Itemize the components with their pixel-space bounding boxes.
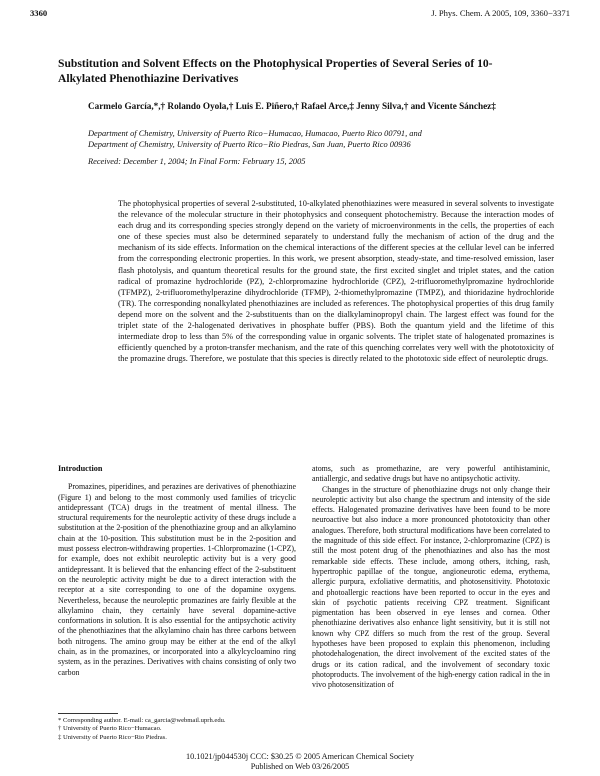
affiliation-rio-piedras: Department of Chemistry, University of Puerto Rico−Rio Piedras, San Juan, Puerto Rico 00936 (88, 140, 411, 149)
footnote-rio-piedras: ‡ University of Puerto Rico−Rio Piedras. (58, 733, 167, 741)
section-heading-introduction: Introduction (58, 464, 103, 473)
doi-copyright-line: 10.1021/jp044530j CCC: $30.25 © 2005 American Chemical Society (186, 752, 414, 761)
affiliations (88, 128, 528, 150)
page-number: 3360 (30, 8, 48, 18)
article-title: Substitution and Solvent Effects on the Photophysical Properties of Several Series of 10-Alkylated Phenothiazine Derivatives (58, 57, 493, 85)
received-dates: Received: December 1, 2004; In Final Form: February 15, 2005 (88, 157, 306, 166)
abstract: The photophysical properties of several 2-substituted, 10-alkylated phenothiazines were measured in several solvents to investigate the relevance of the molecular structure in their photophysics and consequent photochemistry. Because the interaction modes of each drug and its corresponding species strongly depend on the variety of microenvironments in the cells, the properties of each one of these species must also be determined separately to understand fully the mechanism of action of the drug and the mechanism of its side effects. Information on the chemical interactions of the different species at the cellular level can be inferred from the corresponding electronic properties. In this work, we present absorption, steady-state, and time-resolved emission, laser flash photolysis, and quantum theoretical results for the ground state, the first excited singlet and triplet states, and the cation radical of promazine hydrochloride (PZ), 2-chlorpromazine hydrochloride (CPZ), 2-trifluoromethylpromazine hydrochloride (TFMPZ), 2-trifluoromethylperazine dihydrochloride (TFMP), 2-thiomethylpromazine (TMPZ), and thioridazine hydrochloride (TR). The corresponding nonalkylated phenothiazines are included as references. The photophysical properties of this drug family depend more on the solvent and the 2-substituents than on the dialkylaminopropyl chain. The largest effect was found for the triplet state of the 2-halogenated derivatives in phosphate buffer (PBS). Both the quantum yield and the lifetime of this intermediate drop to less than 5% of the corresponding value in organic solvents. The triplet state of halogenated promazines is efficiently quenched by a proton-transfer mechanism, and the rate of this quenching correlates very well with the phototoxicity of the promazine drugs. Therefore, we postulate that this species is directly related to the phototoxic side effect of neuroleptic drugs. (118, 199, 554, 364)
footnote-divider (58, 713, 118, 714)
author-list: Carmelo García,*,† Rolando Oyola,† Luis E. Piñero,† Rafael Arce,‡ Jenny Silva,† and Vicente Sánchez‡ (88, 101, 496, 111)
publication-date: Published on Web 03/26/2005 (250, 762, 350, 771)
footnotes (58, 717, 298, 742)
affiliation-humacao: Department of Chemistry, University of Puerto Rico−Humacao, Humacao, Puerto Rico 00791, and (88, 129, 422, 138)
intro-paragraph-1: Promazines, piperidines, and perazines are derivatives of phenothiazine (Figure 1) and belong to the most commonly used families of tricyclic antidepressant (TCA) drugs in the treatment of mental illness. The structural requirements for the neuroleptic activity of these drugs include a substitution at the 2-position of the phenothiazine group and an alkylamino chain at the 10-position. This substitution must be in the 2-position and must possess electron-withdrawing properties. 1-Chlorpromazine (1-CPZ), for example, does not exhibit neuroleptic activity but is a very good antidepressant. It is believed that the enhancing effect of the 2-substituent on the neuroleptic activity might be due to a direct interaction with the receptor at a site corresponding to one of the dopamine oxygens. Nevertheless, because the neuroleptic promazines are fairly flexible at the alkylamino chain, they certainly have several dopamine-active conformations in solution. It is also essential for the antipsychotic activity of the phenothiazines that the alkylamino chain has three carbons between both nitrogens. The amino group may be either at the end of the alkyl chain, as in the promazines, or incorporated into a alkylcycloamino ring system, as in the perazines. Derivatives with chains consisting of only two carbon (58, 482, 296, 677)
intro-paragraph-2: Changes in the structure of phenothiazine drugs not only change their neuroleptic activity but also change the spectrum and intensity of the side effects. Halogenated promazine derivatives have been found to be more neuroactive but also induce a more pronounced phototoxicity than other analogues. Therefore, both structural modifications have been correlated to the magnitude of this side effect. For instance, 2-chlorpromazine (CPZ) is still the most potent drug of the phenothiazines and also has the most remarkable side effects. These include, among others, itching, rash, hypertrophic papillae of the tongue, angioneurotic edema, erythema, allergic purpura, exfoliative dermatitis, and photosensitivity. Phototoxic and photoallergic reactions have been reported to occur in the eyes and skin of psychotic patients receiving CPZ treatment. Significant pigmentation has been observed in eye lenses and cornea. Other phenothiazine derivatives also enhance light sensitivity, but it is still not known why CPZ differs so much from the rest of the group. Several hypotheses have been proposed to explain this phenomenon, including photodehalogenation, the direct involvement of the excited states of the drugs or its cation radical, and the involvement of secondary toxic photoproducts. The involvement of the high-energy cation radical in the in vivo photosensitization of (312, 484, 550, 690)
left-column (58, 464, 296, 678)
journal-citation: J. Phys. Chem. A 2005, 109, 3360−3371 (431, 8, 570, 18)
right-column (312, 464, 550, 691)
footnote-corresponding-author: * Corresponding author. E-mail: ca_garcia@webmail.uprh.edu. (58, 717, 226, 724)
running-header (30, 8, 570, 22)
footnote-humacao: † University of Puerto Rico−Humacao. (58, 725, 162, 733)
intro-paragraph-1-continued: atoms, such as promethazine, are very powerful antihistaminic, antiallergic, and sedative drugs but have no antipsychotic activity. (312, 464, 550, 484)
